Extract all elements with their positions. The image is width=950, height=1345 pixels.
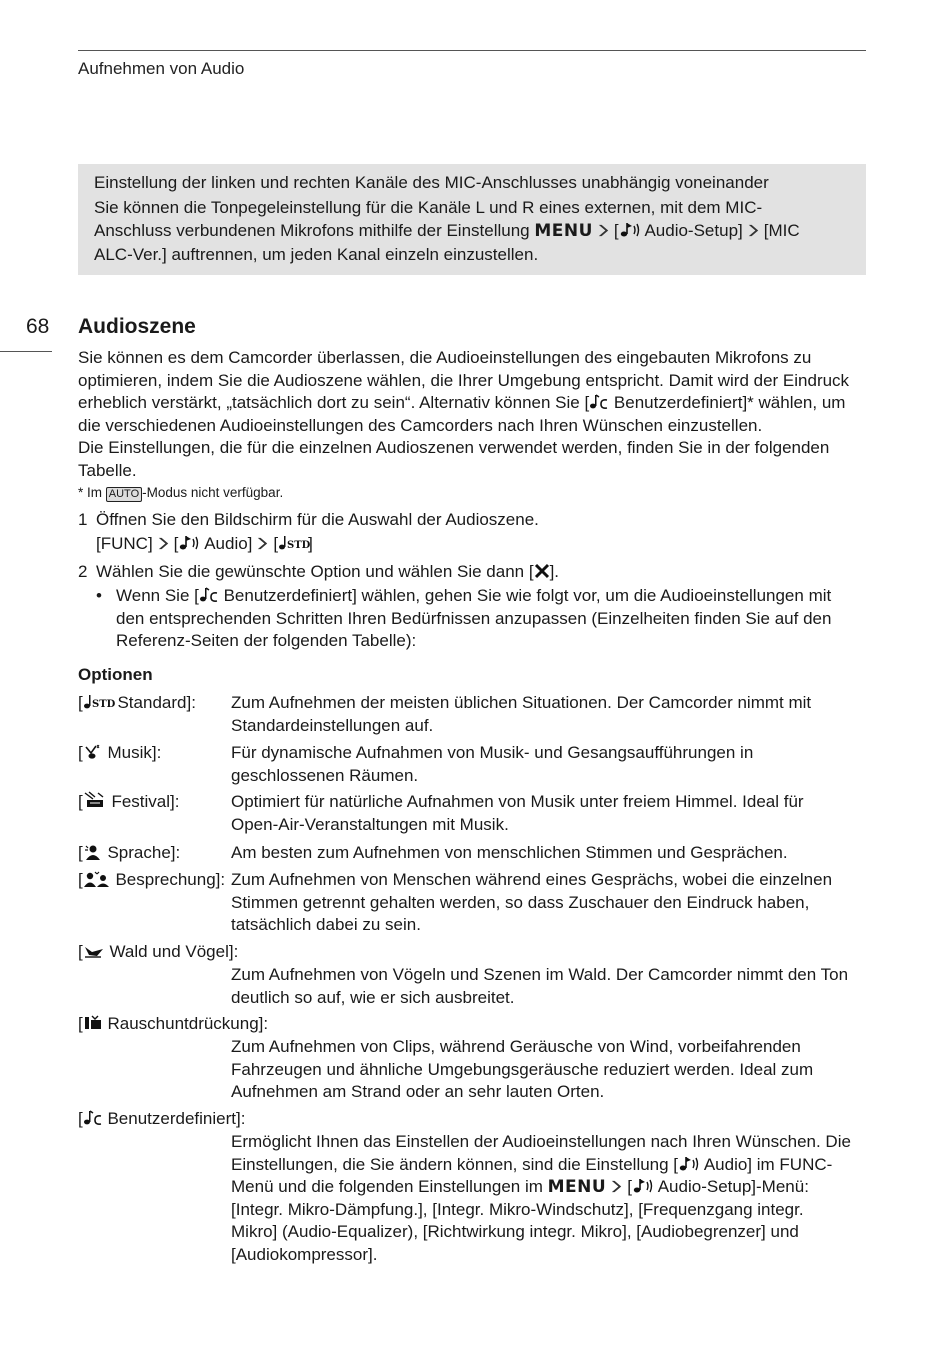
svg-text:STD: STD [91, 699, 116, 710]
option-label-music: [ Musik]: [78, 743, 162, 762]
speech-icon [83, 844, 103, 860]
meeting-icon [83, 871, 111, 887]
option-label-standard: [ STD Standard]: [78, 693, 196, 712]
option-desc-forest-birds: Zum Aufnehmen von Vögeln und Szenen im Wald. Der Camcorder nimmt den Ton deutlich so auf, wie er sich ausbreitet. [231, 965, 849, 1007]
option-desc-standard: Zum Aufnehmen der meisten üblichen Situationen. Der Camcorder nimmt mit Standardeinstellungen auf. [231, 693, 812, 735]
note-text [94, 196, 854, 266]
audio-icon [619, 222, 641, 238]
running-header: Aufnehmen von Audio [78, 59, 245, 78]
footnote: * Im AUTO -Modus nicht verfügbar. [78, 485, 284, 500]
note-line-1: Sie können die Tonpegeleinstellung für die Kanäle L und R eines externen, mit dem MIC- [94, 198, 763, 217]
page-number: 68 [26, 315, 50, 338]
svg-text:STD: STD [287, 540, 311, 551]
option-label-festival: [ Festival]: [78, 792, 180, 811]
noise-reduction-icon [83, 1015, 103, 1031]
step-number-2: 2 [78, 562, 88, 581]
option-desc-meeting: Zum Aufnehmen von Menschen während eines Gesprächs, wobei die einzelnen Stimmen getrennt gehalten werden, so dass Zuschauer den Eindruck haben, tatsächlich dabei zu sein. [231, 870, 833, 935]
note-line-2: Anschluss verbundenen Mikrofons mithilfe der Einstellung MENU [ Audio-Setup] [MIC [94, 221, 800, 241]
music-icon [83, 744, 103, 760]
std-icon [278, 535, 311, 551]
close-icon [534, 563, 550, 579]
menu-word: MENU [547, 1177, 607, 1198]
page-number-rule [0, 351, 52, 352]
note-line-3: ALC-Ver.] auftrennen, um jeden Kanal einzeln einzustellen. [94, 245, 539, 264]
options-heading: Optionen [78, 665, 153, 684]
audio-icon [632, 1178, 654, 1194]
option-desc-festival: Optimiert für natürliche Aufnahmen von Musik unter freiem Himmel. Ideal für Open-Air-Veranstaltungen mit Musik. [231, 792, 804, 834]
option-desc-noise-reduction: Zum Aufnehmen von Clips, während Geräusche von Wind, vorbeifahrenden Fahrzeugen und ähnliche Umgebungsgeräusche reduziert werden. Ideal zum Aufnehmen am Strand oder an sehr lauten Orten. [231, 1037, 814, 1102]
step-number-1: 1 [78, 510, 88, 529]
step-1-path: [FUNC] [ Audio] [ STD ] [96, 534, 313, 553]
bird-icon [83, 943, 105, 959]
option-label-meeting: [ Besprechung]: [78, 870, 226, 889]
header-rule [78, 50, 866, 51]
option-label-forest-birds: [ Wald und Vögel]: [78, 942, 239, 961]
custom-icon [589, 394, 609, 410]
chevron-right-icon [609, 1179, 624, 1194]
option-label-custom: [ Benutzerdefiniert]: [78, 1109, 246, 1128]
bullet-dot: • [96, 586, 102, 605]
step-text-2: Wählen Sie die gewünschte Option und wählen Sie dann [ ]. [96, 562, 560, 581]
option-desc-music: Für dynamische Aufnahmen von Musik- und Gesangsaufführungen in geschlossenen Räumen. [231, 743, 754, 785]
intro-paragraph: Sie können es dem Camcorder überlassen, die Audioeinstellungen des eingebauten Mikrofons zu optimieren, indem Sie die Audioszene wählen, die Ihrer Umgebung entspricht. Damit wird der Eindruck erheblich verstärkt, „tatsächlich dort zu sein“. Alternativ können Sie [ Benutzerdefiniert]* wählen, um die verschiedenen Audioeinstellungen des Camcorders nach Ihren Wünschen einzustellen. Die Einstellungen, die für die einzelnen Audioszenen verwendet werden, finden Sie in der folgenden Tabelle. [78, 348, 850, 480]
section-heading: Audioszene [78, 315, 196, 338]
std-icon [83, 694, 116, 710]
step-text-1: Öffnen Sie den Bildschirm für die Auswahl der Audioszene. [96, 510, 539, 529]
audio-icon [178, 535, 200, 551]
note-title: Einstellung der linken und rechten Kanäle des MIC-Anschlusses unabhängig voneinander [94, 173, 769, 192]
custom-icon [83, 1110, 103, 1126]
custom-icon [199, 587, 219, 603]
chevron-right-icon [596, 223, 611, 238]
audio-icon [678, 1156, 700, 1172]
option-desc-speech: Am besten zum Aufnehmen von menschlichen Stimmen und Gesprächen. [231, 843, 788, 862]
auto-mode-badge: AUTO [106, 487, 142, 502]
chevron-right-icon [255, 536, 270, 551]
option-label-speech: [ Sprache]: [78, 843, 181, 862]
festival-icon [83, 791, 107, 809]
menu-word: MENU [534, 221, 593, 241]
chevron-right-icon [156, 536, 171, 551]
option-desc-custom: Ermöglicht Ihnen das Einstellen der Audioeinstellungen nach Ihren Wünschen. Die Einstellungen, die Sie ändern können, sind die Einstellung [ Audio] im FUNC- Menü und die folgenden Einstellungen im MENU [ Audio-Setup]-Menü: [Integr. Mikro-Dämpfung.], [Integr. Mikro-Windschutz], [Frequenzgang integr. Mikro] (Audio-Equalizer), [Richtwirkung integr. Mikro], [Audiobegrenzer] und [Audiokompressor]. [231, 1132, 851, 1264]
chevron-right-icon [746, 223, 761, 238]
option-label-noise-reduction: [ Rauschuntdrückung]: [78, 1014, 269, 1033]
bullet-text: Wenn Sie [ Benutzerdefiniert] wählen, gehen Sie wie folgt vor, um die Audioeinstellungen mit den entsprechenden Schritten Ihren Bedürfnissen anzupassen (Einzelheiten finden Sie auf den Referenz-Seiten der folgenden Tabelle): [116, 586, 832, 651]
